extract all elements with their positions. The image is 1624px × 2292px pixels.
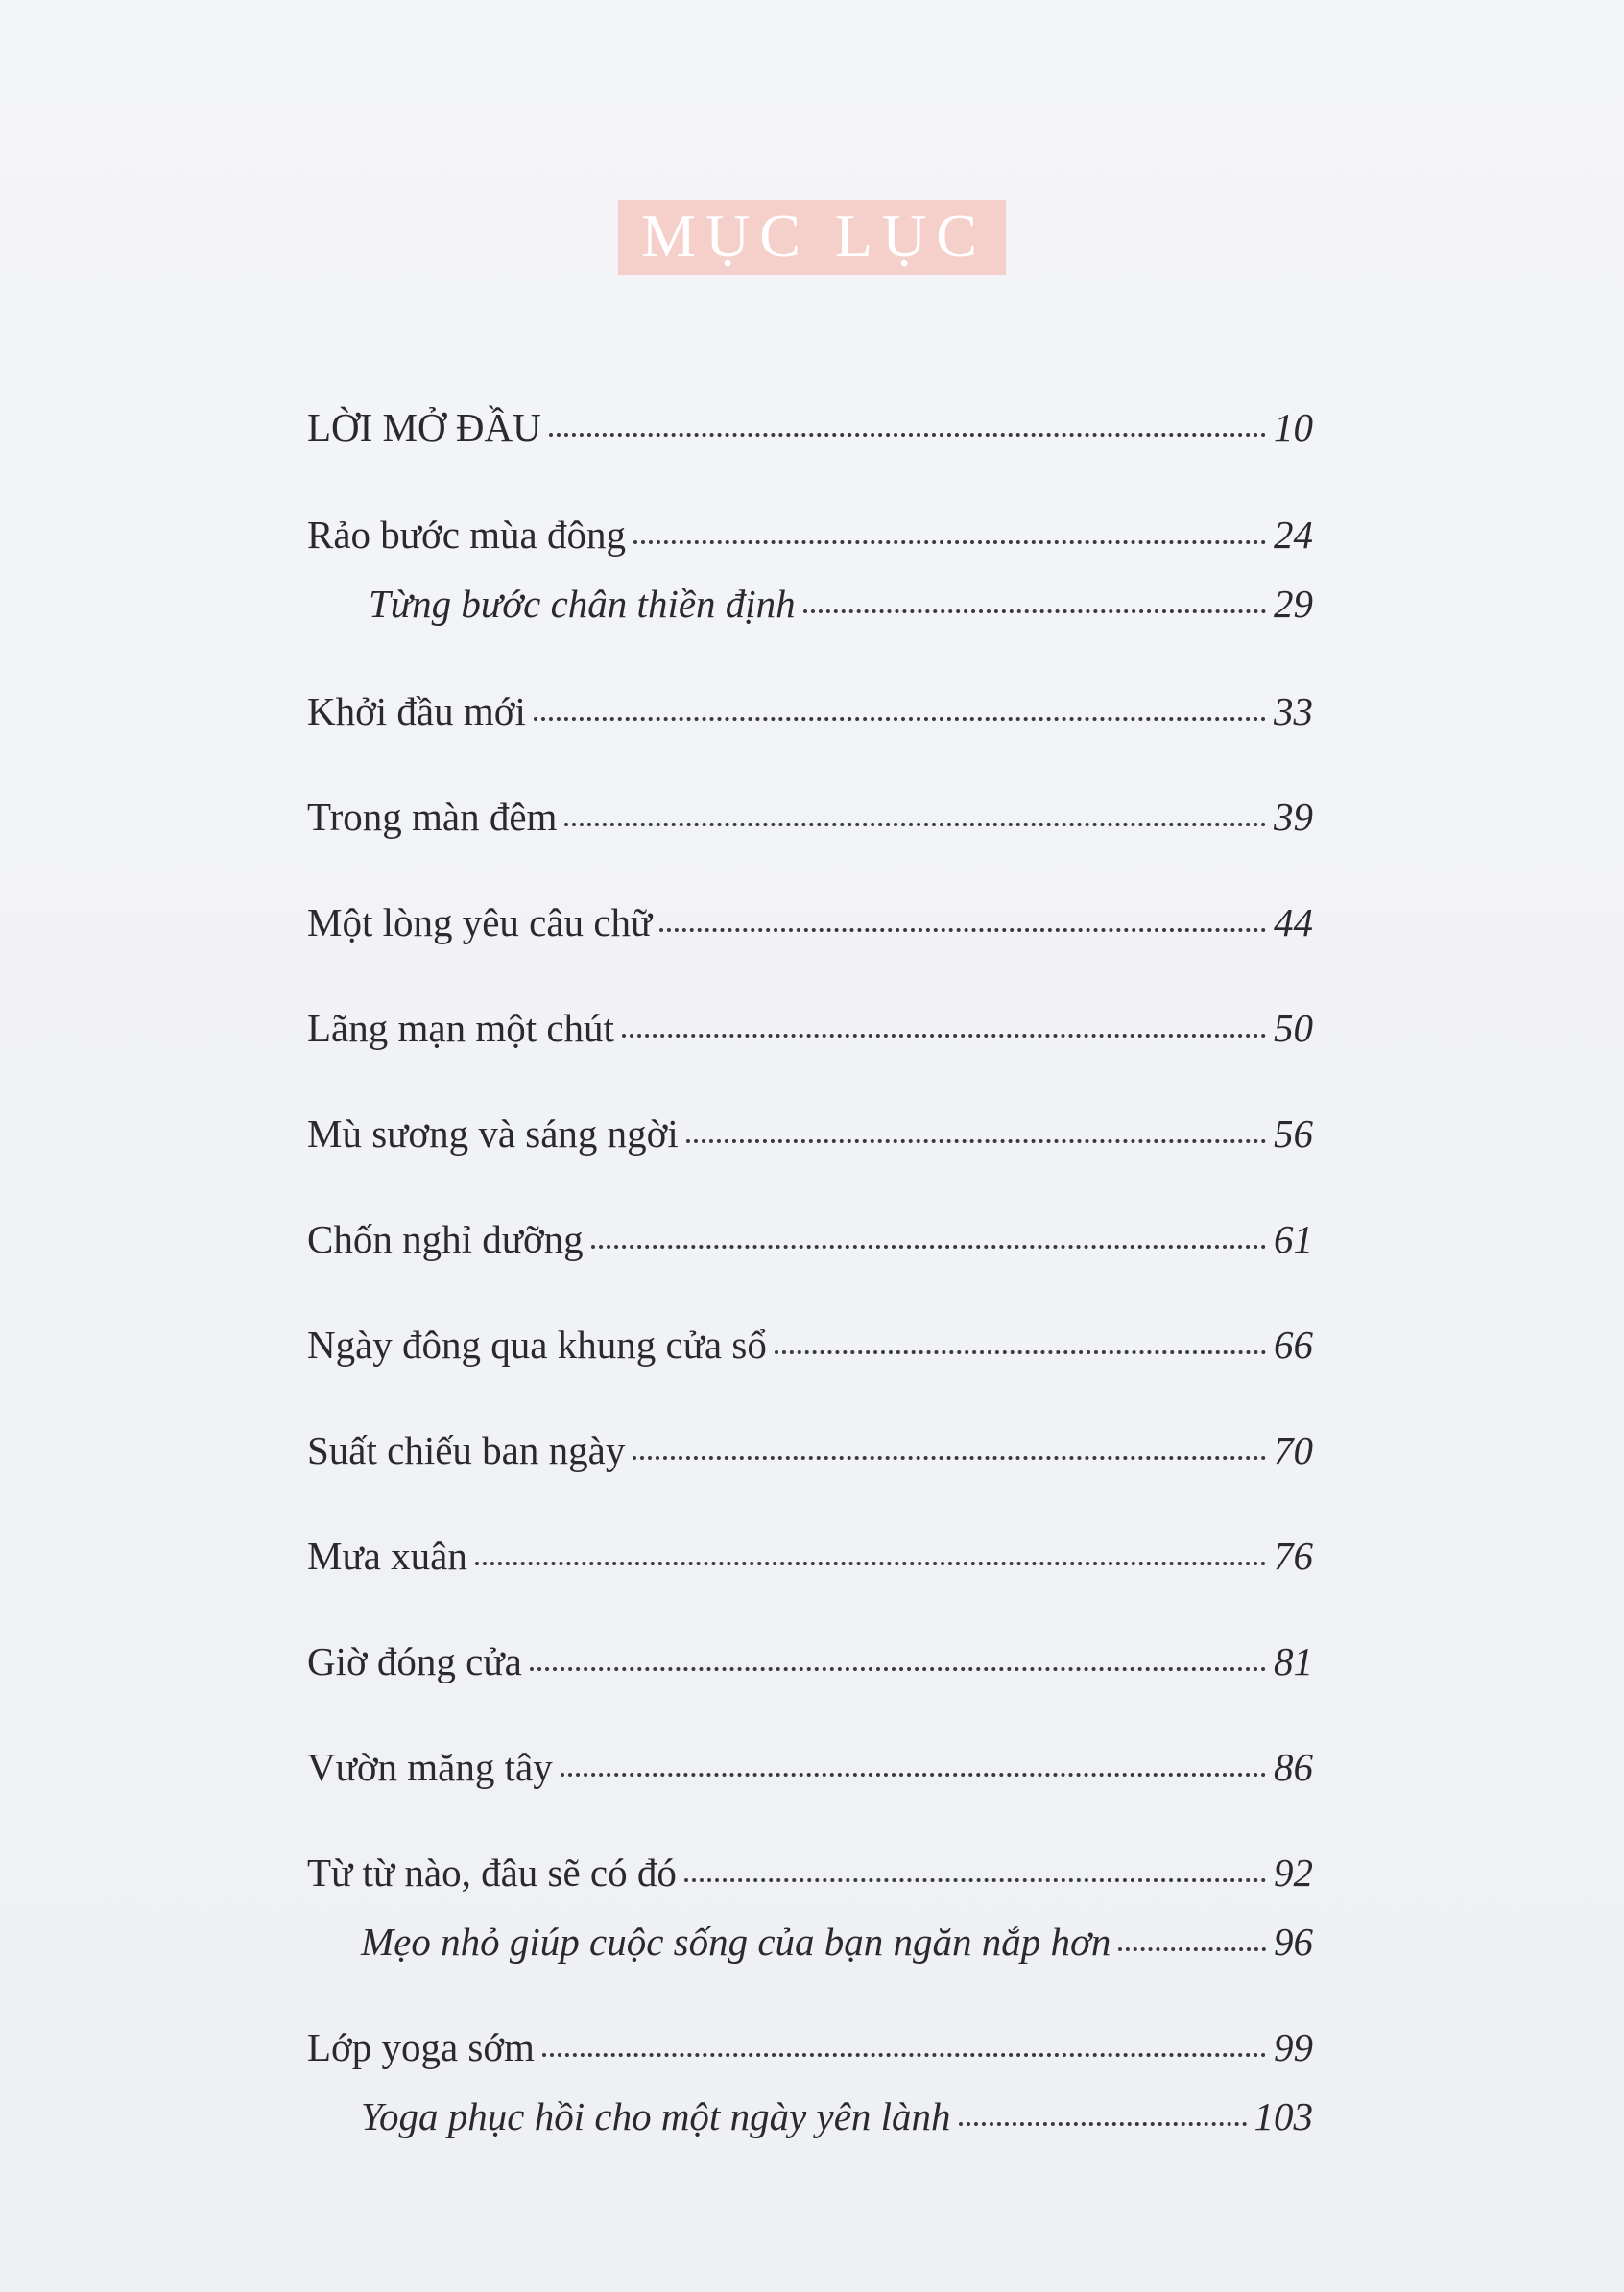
toc-entry-label: Trong màn đêm	[307, 795, 558, 839]
toc-leader-dots	[534, 717, 1266, 721]
toc-entry-label: LỜI MỞ ĐẦU	[307, 405, 541, 449]
toc-entry	[307, 1532, 1313, 1580]
toc-page-number: 50	[1274, 1006, 1313, 1050]
toc-entry-label: Yoga phục hồi cho một ngày yên lành	[361, 2094, 951, 2138]
toc-leader-dots	[803, 609, 1266, 613]
toc-leader-dots	[475, 1562, 1266, 1565]
toc-page-number: 81	[1274, 1639, 1313, 1683]
toc-page-number: 96	[1274, 1920, 1313, 1964]
toc-leader-dots	[684, 1878, 1266, 1882]
toc-page-number: 86	[1274, 1745, 1313, 1789]
title-wrap	[0, 200, 1624, 275]
toc-entry-label: Chốn nghỉ dưỡng	[307, 1217, 584, 1261]
toc-leader-dots	[775, 1350, 1266, 1354]
toc-entry	[307, 898, 1313, 946]
toc-entry-label: Suất chiếu ban ngày	[307, 1428, 626, 1472]
toc-page-number: 29	[1274, 582, 1313, 626]
toc-entry	[307, 1110, 1313, 1158]
toc-page-number: 66	[1274, 1323, 1313, 1367]
toc-page-number: 39	[1274, 795, 1313, 839]
toc-leader-dots	[591, 1245, 1266, 1249]
toc-entry	[307, 1321, 1313, 1369]
toc-leader-dots	[561, 1773, 1266, 1777]
toc-entry-label: Mẹo nhỏ giúp cuộc sống của bạn ngăn nắp hơn	[361, 1920, 1111, 1964]
toc-entry-label: Ngày đông qua khung cửa sổ	[307, 1323, 767, 1367]
toc-subentry	[369, 580, 1313, 628]
toc-entry-label: Vườn măng tây	[307, 1745, 553, 1789]
toc-leader-dots	[659, 928, 1266, 932]
toc-leader-dots	[686, 1139, 1266, 1143]
toc-leader-dots	[564, 823, 1266, 826]
toc-entry	[307, 1215, 1313, 1263]
toc-leader-dots	[1118, 1947, 1266, 1951]
toc-subentry	[361, 1918, 1313, 1966]
toc-page-number: 24	[1274, 513, 1313, 557]
toc-entry	[307, 403, 1313, 451]
toc-entry-label: Mưa xuân	[307, 1534, 467, 1578]
toc-page-number: 70	[1274, 1428, 1313, 1472]
toc-entry	[307, 2023, 1313, 2071]
toc-subentry	[361, 2092, 1313, 2140]
toc-entry	[307, 1743, 1313, 1791]
toc-entry	[307, 687, 1313, 735]
toc-page-number: 56	[1274, 1111, 1313, 1156]
toc-page-number: 103	[1254, 2094, 1313, 2138]
toc-page-number: 76	[1274, 1534, 1313, 1578]
toc-entry-label: Khởi đầu mới	[307, 689, 526, 733]
toc-leader-dots	[633, 1456, 1266, 1460]
toc-leader-dots	[622, 1034, 1266, 1038]
toc-entry	[307, 511, 1313, 559]
toc-entry-label: Mù sương và sáng ngời	[307, 1111, 679, 1156]
toc-entry	[307, 1849, 1313, 1897]
toc-entry-label: Từ từ nào, đâu sẽ có đó	[307, 1850, 677, 1895]
toc-leader-dots	[530, 1667, 1266, 1671]
toc-entry-label: Lớp yoga sớm	[307, 2025, 535, 2069]
toc-leader-dots	[542, 2053, 1266, 2057]
toc-page-number: 10	[1274, 405, 1313, 449]
toc-leader-dots	[549, 433, 1266, 437]
toc-entry-label: Lãng mạn một chút	[307, 1006, 614, 1050]
toc-page-number: 99	[1274, 2025, 1313, 2069]
toc-entry	[307, 1426, 1313, 1474]
toc-entry-label: Một lòng yêu câu chữ	[307, 900, 653, 944]
toc-entry-label: Giờ đóng cửa	[307, 1639, 522, 1683]
page-title: MỤC LỤC	[618, 200, 1006, 275]
toc-entry	[307, 1004, 1313, 1052]
toc-entry-label: Từng bước chân thiền định	[369, 582, 796, 626]
toc-page-number: 92	[1274, 1850, 1313, 1895]
toc-entry	[307, 793, 1313, 841]
toc-page-number: 44	[1274, 900, 1313, 944]
toc-entry-label: Rảo bước mùa đông	[307, 513, 626, 557]
toc-leader-dots	[633, 540, 1266, 544]
toc-page-number: 61	[1274, 1217, 1313, 1261]
toc-leader-dots	[959, 2122, 1247, 2126]
toc-entry	[307, 1637, 1313, 1685]
toc-page-number: 33	[1274, 689, 1313, 733]
